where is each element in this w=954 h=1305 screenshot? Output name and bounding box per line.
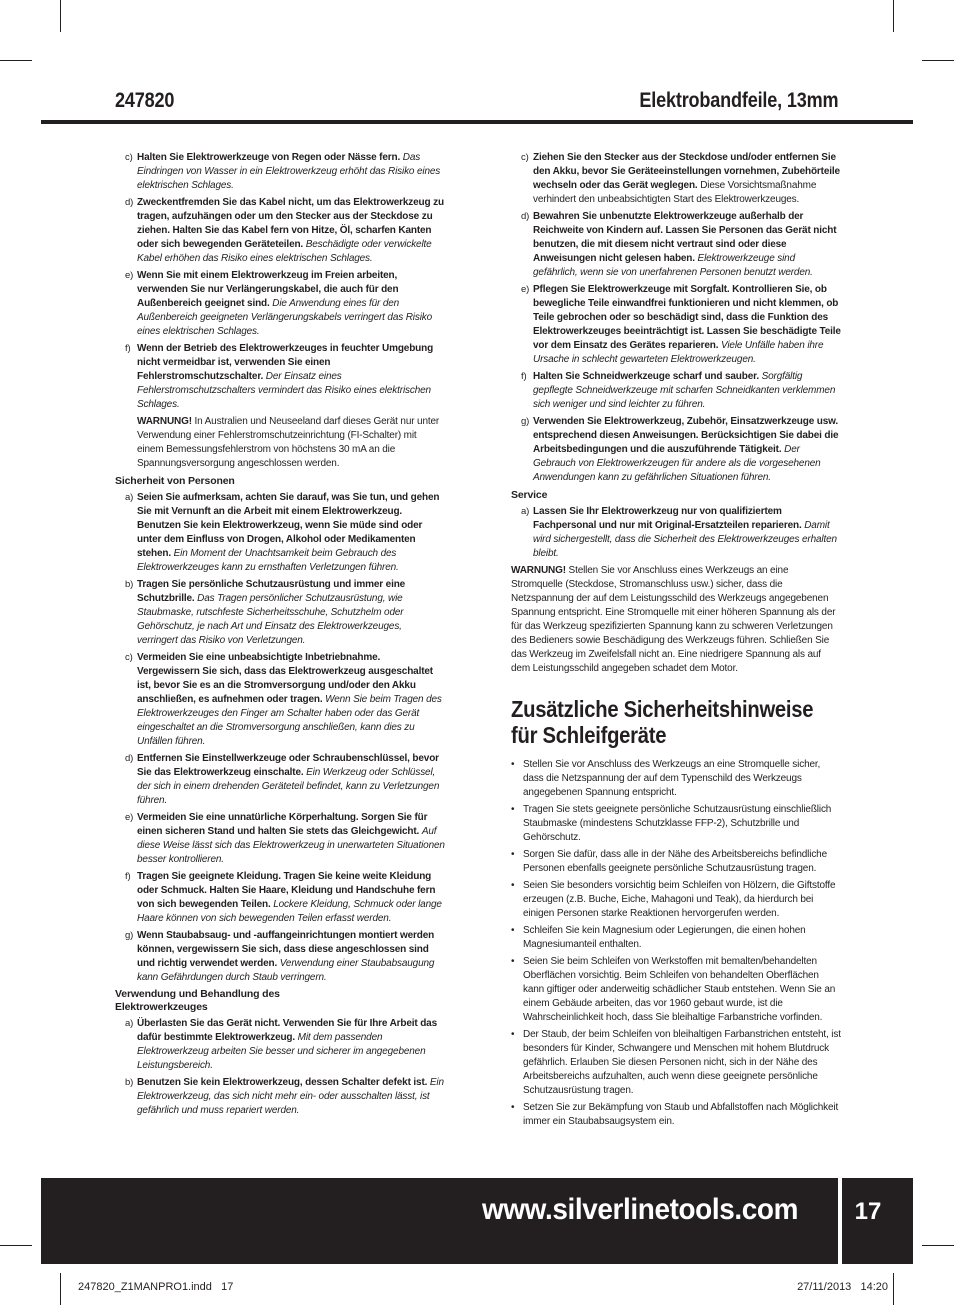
item-explanation: Sorgfältig gepflegte Schneidwerkzeuge mit scharfen Schneidkanten verklemmen sich weniger und sind leichter zu führen. (533, 371, 836, 410)
item-instruction: Tragen Sie persönliche Schutzausrüstung und immer eine Schutzbrille. (137, 579, 406, 604)
bullet-icon: • (511, 804, 515, 815)
item-instruction: Vermeiden Sie eine unnatürliche Körperhaltung. Sorgen Sie für einen sicheren Stand und halten Sie stets das Gleichgewicht. (137, 812, 428, 837)
item-explanation: Die Anwendung eines für den Außenbereich geeigneten Verlängerungskabels verringert das Risiko eines elektrischen Schlages. (137, 298, 433, 337)
item-instruction: Wenn Staubabsaug- und -auffangeinrichtungen montiert werden können, vergewissern Sie sich, dass diese angeschlossen sind und richtig verwendet werden. (137, 930, 435, 969)
item-instruction: Ziehen Sie den Stecker aus der Steckdose und/oder entfernen Sie den Akku, bevor Sie Geräteeinstellungen vornehmen, Zubehörteile wechseln oder das Gerät weglegen. (533, 152, 840, 191)
item-label: b) (125, 579, 134, 590)
item-instruction: Benutzen Sie kein Elektrowerkzeug, dessen Schalter defekt ist. (137, 1077, 428, 1088)
item-instruction: Seien Sie aufmerksam, achten Sie darauf, was Sie tun, und gehen Sie mit Vernunft an die Arbeit mit einem Elektrowerkzeug. Benutzen Sie kein Elektrowerkzeug, wenn Sie müde sind oder unter dem Einfluss von Drogen, Alkohol oder Medikamenten stehen. (137, 492, 440, 559)
item-instruction: Zweckentfremden Sie das Kabel nicht, um das Elektrowerkzeug zu tragen, aufzuhängen oder um den Stecker aus der Steckdose zu ziehen. Halten Sie das Kabel fern von Hitze, Öl, scharfen Kanten oder sich bewegenden Geräteteilen. (137, 197, 444, 250)
crop-mark (60, 1273, 61, 1305)
bullet-icon: • (511, 880, 515, 891)
warning-voltage (511, 564, 841, 676)
list-item (511, 415, 841, 485)
bullet-text: Setzen Sie zur Bekämpfung von Staub und Abfallstoffen nach Möglichkeit immer ein Staubabsaugsystem ein. (523, 1102, 839, 1127)
bullet-item (511, 955, 841, 1025)
list-item (511, 151, 841, 207)
list-item (115, 269, 445, 339)
item-label: a) (125, 492, 134, 503)
item-explanation: Der Einsatz eines Fehlerstromschutzschalters vermindert das Risiko eines elektrischen Schlages. (137, 371, 431, 410)
item-label: f) (521, 371, 527, 382)
item-list-personal (115, 491, 445, 985)
item-list-use-cont (511, 151, 841, 485)
item-list-service (511, 505, 841, 561)
bullet-text: Der Staub, der beim Schleifen von bleihaltigen Farbanstrichen entsteht, ist besonders für Kinder, Schwangere und Menschen mit hohem Blutdruck gefährlich. Erlauben Sie diesen Personen nicht, sich in der Nähe des Arbeitsbereichs aufzuhalten, auch wenn diese geeignete persönliche Schutzausrüstung tragen. (523, 1029, 841, 1096)
item-explanation: Ein Elektrowerkzeug, das sich nicht mehr ein- oder ausschalten lässt, ist gefährlich und muss repariert werden. (137, 1077, 444, 1116)
list-item (511, 505, 841, 561)
left-column (115, 151, 445, 1121)
item-label: e) (521, 284, 530, 295)
bullet-item (511, 879, 841, 921)
slug-file: 247820_Z1MANPRO1.indd 17 (78, 1281, 234, 1293)
item-label: b) (125, 1077, 134, 1088)
list-item (115, 752, 445, 808)
item-explanation: Mit dem passenden Elektrowerkzeug arbeiten Sie besser und sicherer im angegebenen Leistungsbereich. (137, 1032, 426, 1071)
bullet-text: Schleifen Sie kein Magnesium oder Legierungen, die einen hohen Magnesiumanteil enthalten. (523, 925, 806, 950)
bullet-text: Tragen Sie stets geeignete persönliche Schutzausrüstung einschließlich Staubmaske (mindestens Schutzklasse FFP-2), Schutzbrille und Gehörschutz. (523, 804, 832, 843)
section-heading-service: Service (511, 489, 548, 501)
item-explanation: Lockere Kleidung, Schmuck oder lange Haare können von sich bewegenden Teilen erfasst werden. (137, 899, 442, 924)
item-label: a) (521, 506, 530, 517)
item-label: c) (125, 652, 133, 663)
item-label: e) (125, 270, 134, 281)
item-explanation: Diese Vorsichtsmaßnahme verhindert den unbeabsichtigten Start des Elektrowerkzeuges. (533, 180, 817, 205)
bullet-text: Stellen Sie vor Anschluss des Werkzeugs an eine Stromquelle sicher, dass die Netzspannung der auf dem Typenschild des Werkzeugs angegebenen Spannung entspricht. (523, 759, 821, 798)
page-number: 17 (854, 1198, 882, 1225)
item-list-electrical (115, 151, 445, 412)
crop-mark (0, 1245, 32, 1246)
bullet-item (511, 758, 841, 800)
item-explanation: Ein Moment der Unachtsamkeit beim Gebrauch des Elektrowerkzeuges kann zu ernsthaften Verletzungen führen. (137, 548, 399, 573)
bullet-icon: • (511, 849, 515, 860)
crop-mark (0, 60, 32, 61)
header-rule (41, 120, 913, 124)
list-item (115, 929, 445, 985)
item-instruction: Halten Sie Schneidwerkzeuge scharf und sauber. (533, 371, 759, 382)
crop-mark (922, 60, 954, 61)
bullet-item (511, 924, 841, 952)
warning-text: In Australien und Neuseeland darf dieses Gerät nur unter Verwendung einer Fehlerstromschutzeinrichtung (FI-Schalter) mit einem Bemessungsfehlerstrom von höchstens 30 mA an die Spannungsversorgung angeschlossen werden. (137, 416, 440, 469)
list-item (511, 370, 841, 412)
item-instruction: Entfernen Sie Einstellwerkzeuge oder Schraubenschlüssel, bevor Sie das Elektrowerkzeug einschalte. (137, 753, 439, 778)
warning-note (115, 415, 445, 471)
crop-mark (922, 1245, 954, 1246)
item-label: f) (125, 343, 131, 354)
item-explanation: Das Tragen persönlicher Schutzausrüstung, wie Staubmaske, rutschfeste Sicherheitsschuhe, Schutzhelm oder Gehörschutz, je nach Art und Einsatz des Elektrowerkzeuges, verringert das Risiko von Verletzungen. (137, 593, 404, 646)
list-item (115, 342, 445, 412)
list-item (115, 578, 445, 648)
product-title: Elektrobandfeile, 13mm (639, 89, 838, 112)
item-explanation: Verwendung einer Staubabsaugung kann Gefährdungen durch Staub verringern. (137, 958, 435, 983)
list-item (115, 1017, 445, 1073)
bullet-text: Seien Sie beim Schleifen von Werkstoffen mit bemalten/behandelten Oberflächen vorsichtig. Beim Schleifen von behandelten Oberflächen kann giftiger oder anderweitig schädlicher Staub entstehen. Wenn Sie an einem Gebäude arbeiten, das vor 1960 gebaut wurde, ist die Wahrscheinlichkeit hoch, dass Sie bleihaltige Farbanstriche vorfinden. (523, 956, 836, 1023)
item-label: c) (125, 152, 133, 163)
list-item (115, 151, 445, 193)
item-instruction: Vermeiden Sie eine unbeabsichtigte Inbetriebnahme. Vergewissern Sie sich, dass das Elektrowerkzeug ausgeschaltet ist, bevor Sie es an die Stromversorgung und/oder den Akku anschließen, es aufnehmen oder tragen. (137, 652, 433, 705)
bullet-icon: • (511, 759, 515, 770)
item-explanation: Das Eindringen von Wasser in ein Elektrowerkzeug erhöht das Risiko eines elektrischen Schlages. (137, 152, 441, 191)
list-item (115, 870, 445, 926)
section-heading-personal: Sicherheit von Personen (115, 475, 235, 487)
bullet-icon: • (511, 925, 515, 936)
bullet-text: Seien Sie besonders vorsichtig beim Schleifen von Hölzern, die Giftstoffe erzeugen (z.B. Buche, Eiche, Mahagoni und Teak), da hierdurch bei einigen Personen starke Reaktionen hervorgerufen werden. (523, 880, 836, 919)
item-label: f) (125, 871, 131, 882)
bullet-item (511, 848, 841, 876)
item-instruction: Lassen Sie Ihr Elektrowerkzeug nur von qualifiziertem Fachpersonal und nur mit Original-Ersatzteilen reparieren. (533, 506, 802, 531)
item-label: d) (125, 753, 134, 764)
slug-datetime: 27/11/2013 14:20 (797, 1281, 888, 1293)
item-explanation: Elektrowerkzeuge sind gefährlich, wenn sie von unerfahrenen Personen benutzt werden. (533, 253, 813, 278)
item-explanation: Wenn Sie beim Tragen des Elektrowerkzeuges den Finger am Schalter haben oder das Gerät eingeschaltet an die Stromversorgung anschließen, kann dies zu Unfällen führen. (137, 694, 442, 747)
item-explanation: Auf diese Weise lässt sich das Elektrowerkzeug in unerwarteten Situationen besser kontrollieren. (137, 826, 445, 865)
item-instruction: Wenn Sie mit einem Elektrowerkzeug im Freien arbeiten, verwenden Sie nur Verlängerungskabel, die auch für den Außenbereich geeignet sind. (137, 270, 399, 309)
bullet-icon: • (511, 1102, 515, 1113)
item-label: e) (125, 812, 134, 823)
section-heading-sanders: Zusätzliche Sicherheitshinweise für Schleifgeräte (511, 696, 814, 748)
item-label: c) (521, 152, 529, 163)
item-label: d) (521, 211, 530, 222)
bullet-icon: • (511, 956, 515, 967)
list-item (115, 196, 445, 266)
list-item (115, 651, 445, 749)
warning-label: WARNUNG! (137, 416, 192, 427)
item-explanation: Der Gebrauch von Elektrowerkzeugen für andere als die vorgesehenen Anwendungen kann zu gefährlichen Situationen führen. (533, 444, 821, 483)
crop-mark (893, 0, 894, 32)
item-list-use (115, 1017, 445, 1118)
item-instruction: Wenn der Betrieb des Elektrowerkzeuges in feuchter Umgebung nicht vermeidbar ist, verwenden Sie einen Fehlerstromschutzschalter. (137, 343, 434, 382)
warning-text: Stellen Sie vor Anschluss eines Werkzeugs an eine Stromquelle (Steckdose, Stromanschluss usw.) sicher, dass die Netzspannung der auf dem Leistungsschild des Werkzeugs angegebenen Spannung entspricht. Eine Stromquelle mit einer höheren Spannung als der für das Werkzeug spezifizierten Spannung kann zu schweren Verletzungen des Bedieners sowie Beschädigung des Werkzeugs führen. Schließen Sie das Werkzeug im Zweifelsfall nicht an. Eine niedrigere Spannung als auf dem Leistungsschild angegeben schadet dem Motor. (511, 565, 836, 674)
item-instruction: Tragen Sie geeignete Kleidung. Tragen Sie keine weite Kleidung oder Schmuck. Halten Sie Haare, Kleidung und Handschuhe fern von sich bewegenden Teilen. (137, 871, 436, 910)
crop-mark (893, 1273, 894, 1305)
item-explanation: Viele Unfälle haben ihre Ursache in schlecht gewarteten Elektrowerkzeugen. (533, 340, 824, 365)
list-item (511, 283, 841, 367)
crop-mark (60, 0, 61, 32)
item-instruction: Pflegen Sie Elektrowerkzeuge mit Sorgfalt. Kontrollieren Sie, ob bewegliche Teile einwandfrei funktionieren und nicht klemmen, ob Teile gebrochen oder so beschädigt sind, dass die Funktion des Elektrowerkzeuges beeinträchtigt ist. Lassen Sie beschädigte Teile vor dem Einsatz des Gerätes reparieren. (533, 284, 841, 351)
list-item (115, 1076, 445, 1118)
bullet-item (511, 803, 841, 845)
list-item (115, 491, 445, 575)
bullet-text: Sorgen Sie dafür, dass alle in der Nähe des Arbeitsbereichs befindliche Personen ebenfalls geeignete persönliche Schutzausrüstung tragen. (523, 849, 827, 874)
bullet-item (511, 1028, 841, 1098)
item-explanation: Beschädigte oder verwickelte Kabel erhöhen das Risiko eines elektrischen Schlages. (137, 239, 432, 264)
item-explanation: Ein Werkzeug oder Schlüssel, der sich in einem drehenden Geräteteil befindet, kann zu Verletzungen führen. (137, 767, 440, 806)
item-label: g) (521, 416, 530, 427)
item-instruction: Bewahren Sie unbenutzte Elektrowerkzeuge außerhalb der Reichweite von Kindern auf. Lassen Sie Personen das Gerät nicht benutzen, die mit diesem nicht vertraut sind oder diese Anweisungen nicht gelesen haben. (533, 211, 837, 264)
product-code: 247820 (115, 89, 175, 112)
item-instruction: Verwenden Sie Elektrowerkzeug, Zubehör, Einsatzwerkzeuge usw. entsprechend diesen Anweisungen. Berücksichtigen Sie dabei die Arbeitsbedingungen und die auszuführende Tätigkeit. (533, 416, 839, 455)
bullet-list (511, 758, 841, 1129)
item-label: a) (125, 1018, 134, 1029)
list-item (115, 811, 445, 867)
website-url[interactable]: www.silverlinetools.com (482, 1193, 799, 1226)
item-instruction: Überlasten Sie das Gerät nicht. Verwenden Sie für Ihre Arbeit das dafür bestimmte Elektrowerkzeug. (137, 1018, 437, 1043)
section-heading-use: Verwendung und Behandlung des Elektrowerkzeuges (115, 988, 280, 1013)
warning-label: WARNUNG! (511, 565, 566, 576)
right-column (511, 151, 841, 1132)
bullet-item (511, 1101, 841, 1129)
item-instruction: Halten Sie Elektrowerkzeuge von Regen oder Nässe fern. (137, 152, 401, 163)
bullet-icon: • (511, 1029, 515, 1040)
list-item (511, 210, 841, 280)
item-label: d) (125, 197, 134, 208)
item-label: g) (125, 930, 134, 941)
item-explanation: Damit wird sichergestellt, dass die Sicherheit des Elektrowerkzeuges erhalten bleibt. (533, 520, 837, 559)
